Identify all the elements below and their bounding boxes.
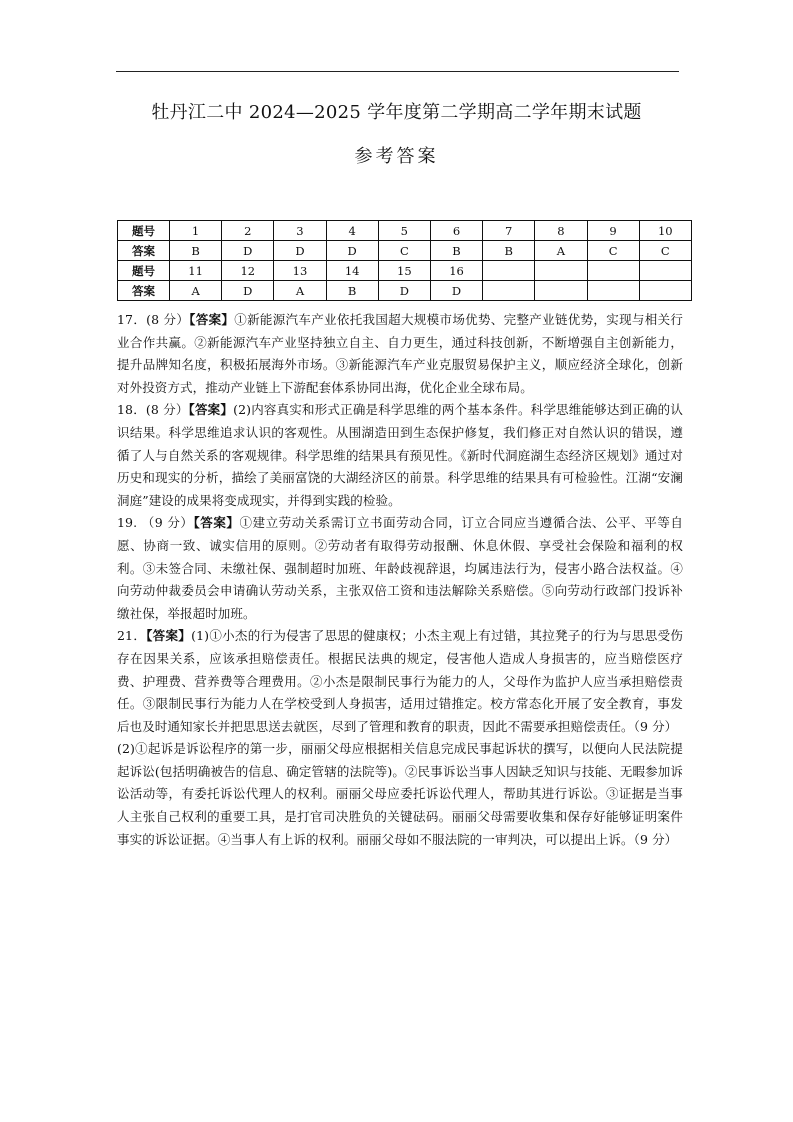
answer-cell: B (170, 241, 222, 261)
answer-cell (483, 281, 535, 301)
question-number-cell: 5 (378, 221, 430, 241)
question-number-cell: 8 (535, 221, 587, 241)
answer-cell: B (483, 241, 535, 261)
answer-cell: D (222, 281, 274, 301)
question-number-row (118, 221, 692, 241)
answer-body (117, 309, 683, 851)
answer-text: (2)内容真实和形式正确是科学思维的两个基本条件。科学思维能够达到正确的认识结果。科学思维追求认识的客观性。从围湖造田到生态保护修复，我们修正对自然认识的错误，遵循了人与自然关系的客观规律。科学思维的结果具有预见性。《新时代洞庭湖生态经济区规划》通过对历史和现实的分析，描绘了美丽富饶的大湖经济区的前景。科学思维的结果具有可检验性。江湖“安澜洞庭”建设的成果将变成现实，并得到实践的检验。 (117, 402, 683, 508)
question-number: 18．(8 分） (117, 402, 189, 418)
question-number-cell: 16 (430, 261, 482, 281)
question-number-cell: 2 (222, 221, 274, 241)
question-number-cell: 9 (587, 221, 639, 241)
question-number-cell (639, 261, 691, 281)
answer-cell: A (170, 281, 222, 301)
question-number-cell (535, 261, 587, 281)
answer-text: ①新能源汽车产业依托我国超大规模市场优势、完整产业链优势，实现与相关行业合作共赢。②新能源汽车产业坚持独立自主、自力更生，通过科技创新，不断增强自主创新能力，提升品牌知名度，积极拓展海外市场。③新能源汽车产业克服贸易保护主义，顺应经济全球化，创新对外投资方式，推动产业链上下游配套体系协同出海，优化企业全球布局。 (117, 312, 683, 395)
answer-cell: C (378, 241, 430, 261)
page-title: 牡丹江二中 2024—2025 学年度第二学期高二学年期末试题 (151, 102, 642, 123)
answer-letter-row (118, 241, 692, 261)
answer-cell (587, 281, 639, 301)
question-number-cell: 12 (222, 261, 274, 281)
header-rule (116, 71, 679, 72)
question-number-cell: 1 (170, 221, 222, 241)
answer-table (117, 220, 692, 301)
question-number-cell: 13 (274, 261, 326, 281)
row-header-answer: 答案 (118, 241, 170, 261)
answer-paragraph (117, 399, 683, 512)
answer-paragraph (117, 625, 683, 738)
question-number-cell: 15 (378, 261, 430, 281)
row-header-answer: 答案 (118, 281, 170, 301)
row-header-question: 题号 (118, 221, 170, 241)
question-number-cell: 10 (639, 221, 691, 241)
question-number-cell: 7 (483, 221, 535, 241)
answer-text: (2)①起诉是诉讼程序的第一步，丽丽父母应根据相关信息完成民事起诉状的撰写，以便向人民法院提起诉讼(包括明确被告的信息、确定管辖的法院等)。②民事诉讼当事人因缺乏知识与技能、无暇参加诉讼活动等，有委托诉讼代理人的权利。丽丽父母应委托诉讼代理人，帮助其进行诉讼。③证据是当事人主张自己权利的重要工具，是打官司决胜负的关键砝码。丽丽父母需要收集和保存好能够证明案件事实的诉讼证据。④当事人有上诉的权利。丽丽父母如不服法院的一审判决，可以提出上诉。（9 分） (117, 741, 683, 847)
question-number-cell: 6 (430, 221, 482, 241)
answer-cell (535, 281, 587, 301)
answer-cell: D (430, 281, 482, 301)
answer-cell: B (326, 281, 378, 301)
question-number: 17．(8 分） (117, 312, 190, 327)
answer-cell: D (222, 241, 274, 261)
question-number-cell: 11 (170, 261, 222, 281)
question-number-cell (587, 261, 639, 281)
question-number: 21． (117, 628, 147, 644)
question-number: 19. （9 分） (117, 515, 194, 531)
answer-cell: D (326, 241, 378, 261)
answer-cell (639, 281, 691, 301)
answer-cell: C (587, 241, 639, 261)
answer-cell: C (639, 241, 691, 261)
page-subtitle: 参考答案 (354, 146, 439, 167)
answer-letter-row (118, 281, 692, 301)
question-number-row (118, 261, 692, 281)
answer-cell: D (274, 241, 326, 261)
answer-text: ①建立劳动关系需订立书面劳动合同，订立合同应当遵循合法、公平、平等自愿、协商一致、诚实信用的原则。②劳动者有取得劳动报酬、休息休假、享受社会保险和福利的权利。③未签合同、未缴社保、强制超时加班、年龄歧视辞退，均属违法行为，侵害小路合法权益。④向劳动仲裁委员会申请确认劳动关系，主张双倍工资和违法解除关系赔偿。⑤向劳动行政部门投诉补缴社保，举报超时加班。 (117, 515, 683, 621)
question-number-cell: 4 (326, 221, 378, 241)
answer-tag: 【答案】 (146, 628, 192, 644)
answer-tag: 【答案】 (193, 515, 240, 531)
question-number-cell (483, 261, 535, 281)
answer-paragraph (117, 738, 683, 851)
answer-cell: A (274, 281, 326, 301)
answer-cell: D (378, 281, 430, 301)
answer-tag: 【答案】 (188, 402, 234, 418)
answer-tag: 【答案】 (189, 312, 235, 327)
answer-cell: A (535, 241, 587, 261)
answer-paragraph (117, 512, 683, 625)
question-number-cell: 14 (326, 261, 378, 281)
row-header-question: 题号 (118, 261, 170, 281)
answer-paragraph (117, 309, 683, 399)
answer-cell: B (430, 241, 482, 261)
question-number-cell: 3 (274, 221, 326, 241)
answer-text: (1)①小杰的行为侵害了思思的健康权；小杰主观上有过错，其拉凳子的行为与思思受伤存在因果关系，应该承担赔偿责任。根据民法典的规定，侵害他人造成人身损害的，应当赔偿医疗费、护理费、营养费等合理费用。②小杰是限制民事行为能力的人，父母作为监护人应当承担赔偿责任。③限制民事行为能力人在学校受到人身损害，适用过错推定。校方常态化开展了安全教育，事发后也及时通知家长并把思思送去就医，尽到了管理和教育的职责，因此不需要承担赔偿责任。（9 分） (117, 628, 683, 734)
